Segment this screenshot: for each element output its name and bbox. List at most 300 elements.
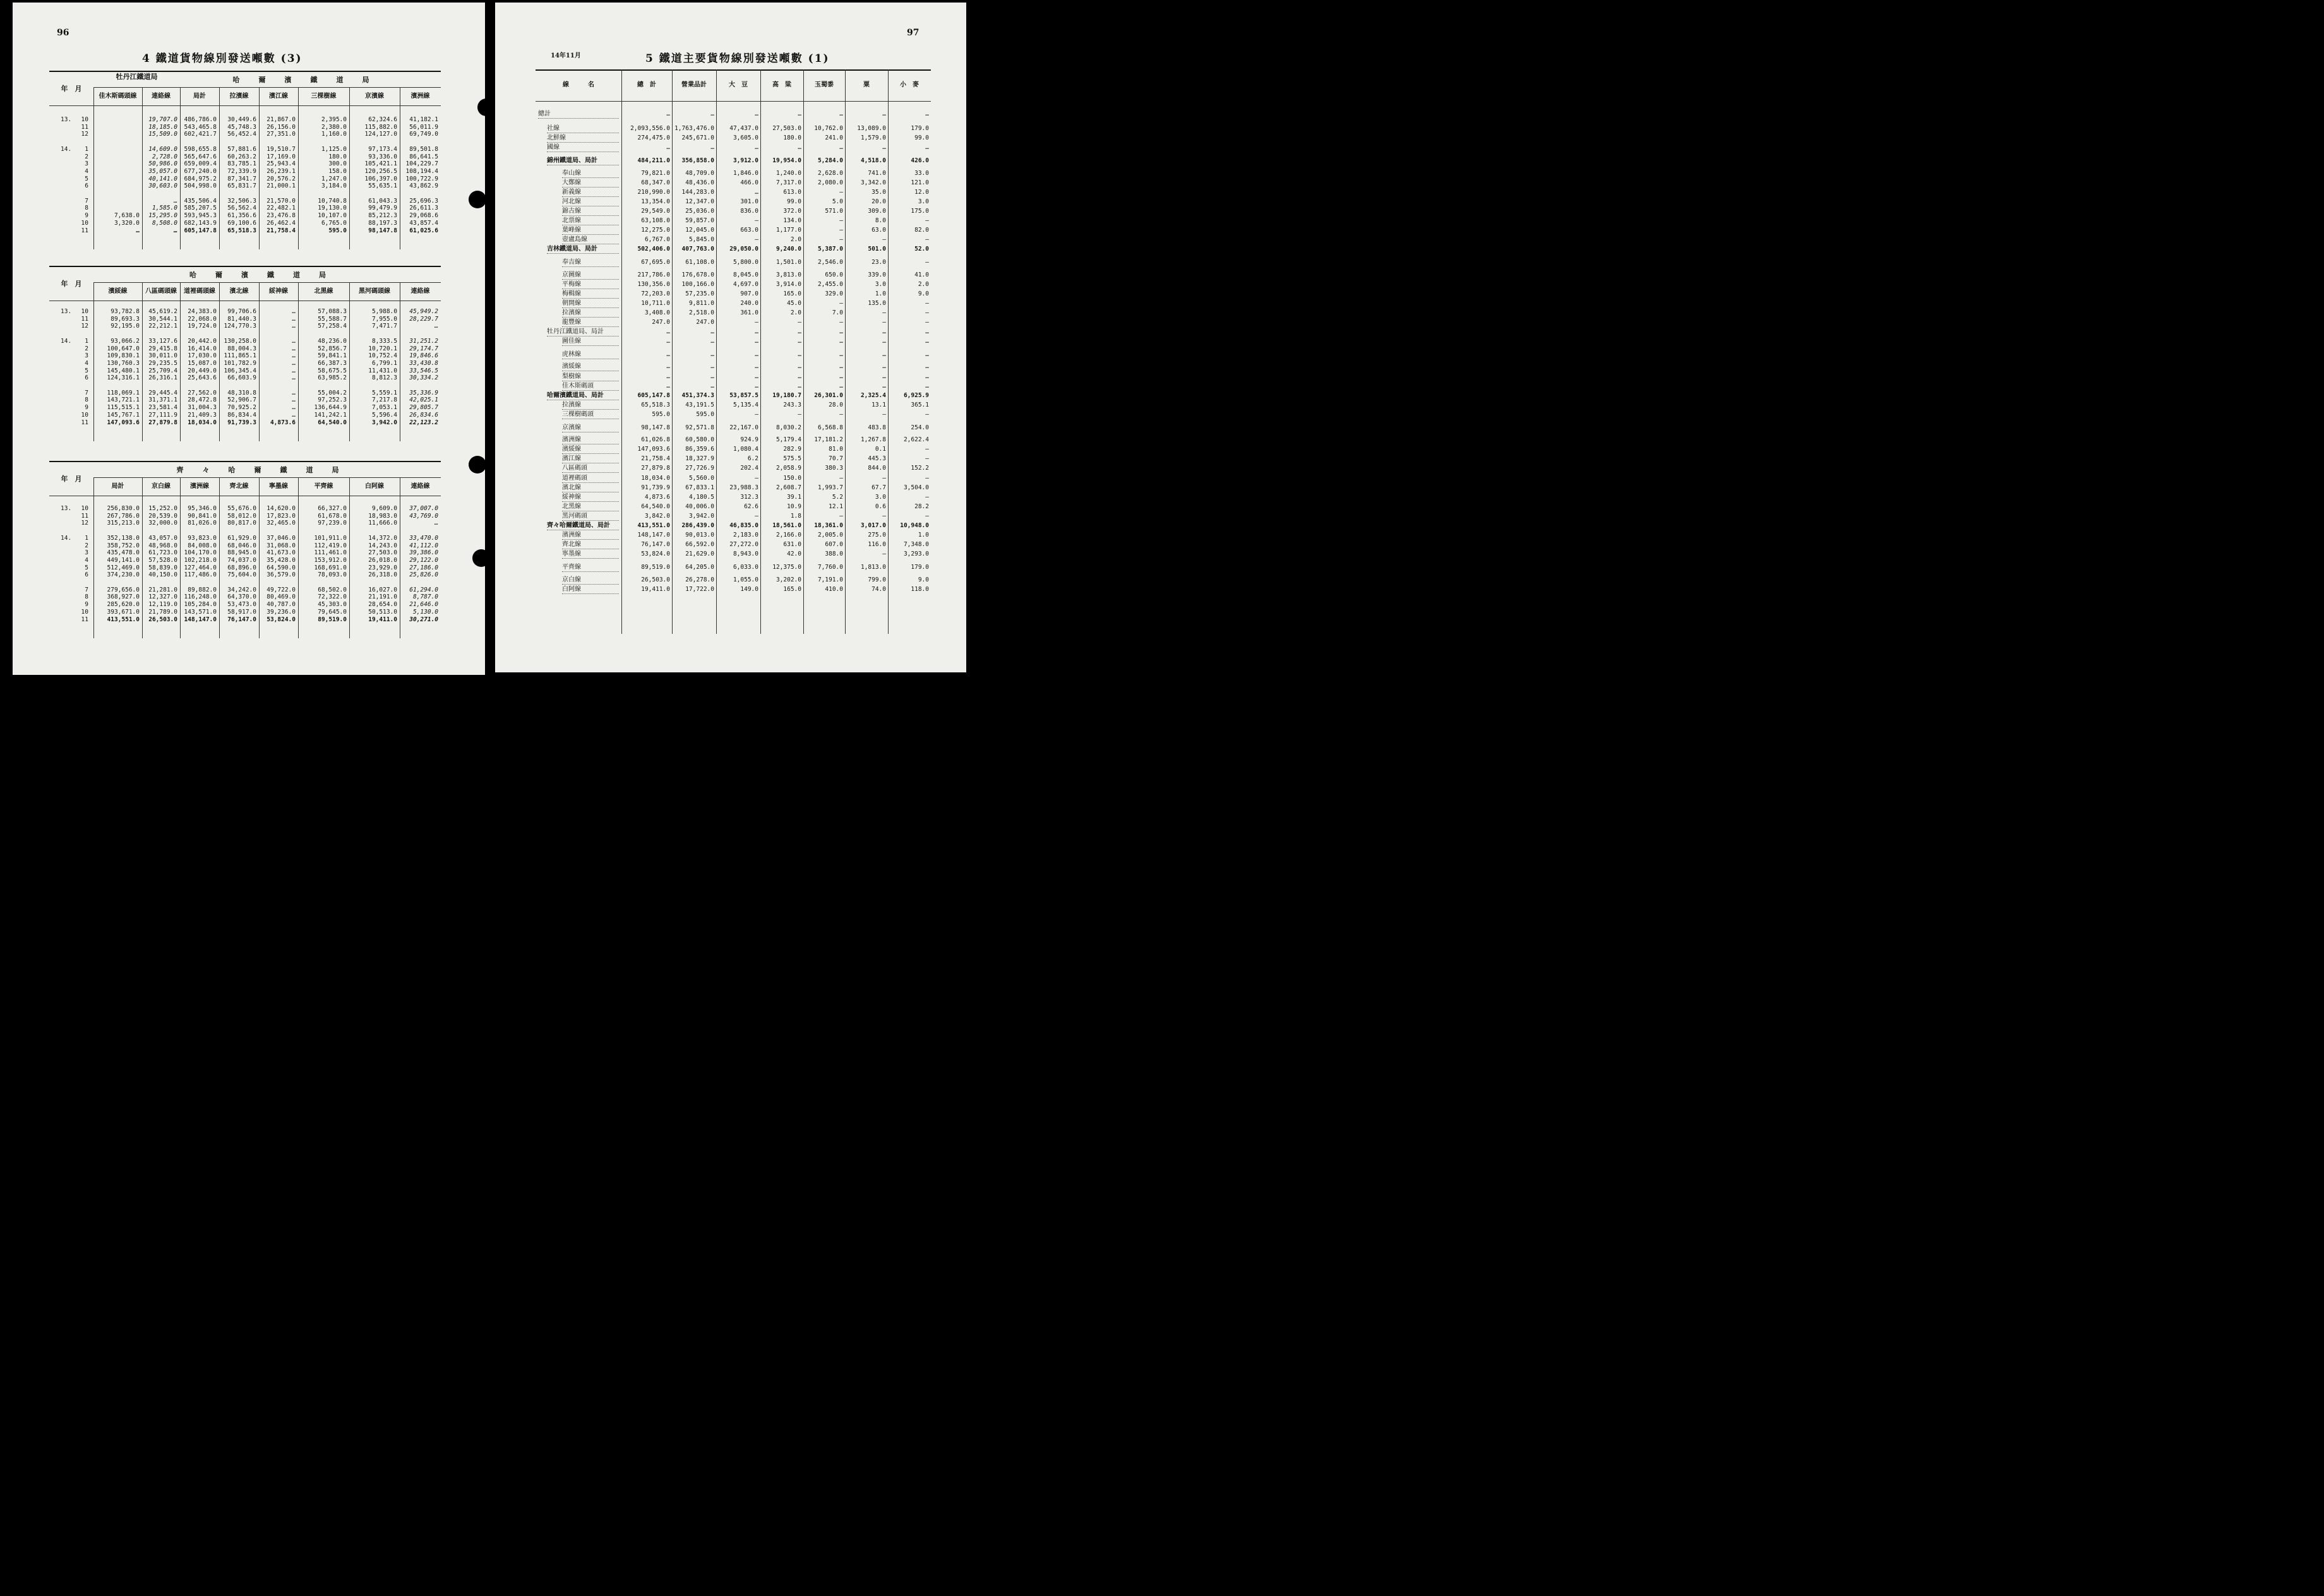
data-cell: … xyxy=(666,110,670,117)
data-cell: — xyxy=(925,299,929,307)
data-cell: 30,449.6 xyxy=(227,116,256,123)
data-cell: 1,247.0 xyxy=(321,175,347,182)
column-header: 京白線 xyxy=(152,483,171,490)
data-cell: … xyxy=(666,328,670,336)
data-cell: 28,472.8 xyxy=(188,396,217,404)
data-cell: 61,025.6 xyxy=(409,227,438,234)
data-cell: 2,395.0 xyxy=(321,116,347,123)
data-cell: 34,242.0 xyxy=(227,586,256,593)
data-cell: 22,212.1 xyxy=(148,323,177,330)
data-cell: 120,256.5 xyxy=(364,167,397,175)
data-cell: 61,108.0 xyxy=(685,259,714,266)
data-cell: 13,089.0 xyxy=(857,125,886,133)
data-cell: — xyxy=(882,319,886,326)
data-cell: 24,383.0 xyxy=(188,308,217,315)
data-cell: 21,570.0 xyxy=(267,197,296,205)
data-cell: 95,346.0 xyxy=(188,505,217,512)
data-cell: 53,824.0 xyxy=(641,551,670,558)
line-name: 京圖線 xyxy=(562,271,619,280)
data-cell: 12,045.0 xyxy=(685,227,714,234)
data-cell: 39.1 xyxy=(787,493,801,501)
data-cell: … xyxy=(710,382,714,390)
data-cell: 393,671.0 xyxy=(107,608,140,616)
data-cell: 435,478.0 xyxy=(107,549,140,557)
data-cell: 60,263.2 xyxy=(227,153,256,160)
data-cell: 3,408.0 xyxy=(644,309,670,316)
data-cell: 5,800.0 xyxy=(733,259,758,266)
data-cell: 5,135.4 xyxy=(733,401,758,408)
data-cell: 380.3 xyxy=(825,465,843,472)
data-cell: 62.6 xyxy=(744,503,758,510)
data-cell: 48,236.0 xyxy=(318,337,347,345)
data-cell: … xyxy=(292,367,296,374)
month-cell: 11 xyxy=(81,616,88,623)
data-cell: 43,057.0 xyxy=(148,534,177,542)
data-cell: 22,482.1 xyxy=(267,205,296,212)
data-cell: — xyxy=(839,474,843,482)
data-cell: 102,218.0 xyxy=(184,556,217,564)
data-cell: … xyxy=(882,382,886,390)
data-cell: 275.0 xyxy=(868,532,886,539)
data-cell: 15,295.0 xyxy=(148,212,177,220)
data-cell: 1,055.0 xyxy=(733,576,758,583)
data-cell: 57,528.0 xyxy=(148,556,177,564)
data-cell: 20,539.0 xyxy=(148,512,177,520)
data-cell: 35.0 xyxy=(872,188,886,196)
data-cell: 40,787.0 xyxy=(267,601,296,609)
data-cell: 4,180.5 xyxy=(688,493,714,501)
data-cell: 57,088.3 xyxy=(318,308,347,315)
data-cell: 483.8 xyxy=(868,424,886,431)
data-cell: 64,205.0 xyxy=(685,564,714,571)
data-cell: 605,147.8 xyxy=(184,227,217,234)
data-cell: 18,983.0 xyxy=(368,512,397,520)
line-name: 社線 xyxy=(547,124,619,133)
data-cell: 28,229.7 xyxy=(409,315,438,323)
month-cell: 10 xyxy=(81,505,88,512)
data-cell: — xyxy=(755,236,758,244)
data-cell: 907.0 xyxy=(740,290,758,297)
data-cell: 243.3 xyxy=(783,401,801,408)
data-cell: 64,370.0 xyxy=(227,593,256,601)
column-header: 連絡線 xyxy=(410,483,430,490)
data-cell: 27,272.0 xyxy=(729,541,758,549)
table-rule xyxy=(536,101,931,102)
data-cell: 99,706.6 xyxy=(227,308,256,315)
data-cell: — xyxy=(925,319,929,326)
data-cell: 65,518.3 xyxy=(641,401,670,408)
data-cell: 1,080.4 xyxy=(733,446,758,453)
data-cell: 150.0 xyxy=(783,474,801,482)
data-cell: 13.1 xyxy=(872,401,886,408)
month-cell: 7 xyxy=(85,389,88,396)
month-cell: 12 xyxy=(81,520,88,527)
month-cell: 1 xyxy=(85,337,88,345)
data-cell: 682,143.9 xyxy=(184,219,217,227)
table-title: 4 鐵道貨物線別發送噸數 (3) xyxy=(142,52,302,65)
month-cell: 4 xyxy=(85,359,88,367)
data-cell: 101,911.0 xyxy=(314,534,347,542)
data-cell: 7,955.0 xyxy=(371,315,397,323)
data-cell: 97,252.3 xyxy=(318,396,347,404)
line-name: 河北線 xyxy=(562,198,619,206)
data-cell: 176,678.0 xyxy=(681,271,714,278)
data-cell: 29,549.0 xyxy=(641,207,670,215)
month-cell: 9 xyxy=(85,404,88,412)
left-page xyxy=(13,3,485,675)
data-cell: 68,046.0 xyxy=(227,542,256,549)
data-cell: 86,359.6 xyxy=(685,446,714,453)
data-cell: 109,830.1 xyxy=(107,352,140,360)
data-cell: … xyxy=(292,352,296,360)
data-cell: 26,503.0 xyxy=(641,576,670,583)
data-cell: 595.0 xyxy=(328,227,347,234)
data-cell: … xyxy=(798,144,801,152)
month-cell: 6 xyxy=(85,182,88,190)
data-cell: 52.0 xyxy=(914,246,929,253)
data-cell: … xyxy=(710,351,714,359)
data-cell: 4,873.6 xyxy=(644,493,670,501)
column-header: 拉濱線 xyxy=(229,93,249,100)
data-cell: 7,317.0 xyxy=(776,179,801,186)
data-cell: 79,645.0 xyxy=(318,608,347,616)
month-cell: 10 xyxy=(81,219,88,227)
data-cell: … xyxy=(798,110,801,117)
data-cell: 21,629.0 xyxy=(685,551,714,558)
data-cell: 32,465.0 xyxy=(267,520,296,527)
data-cell: 3,184.0 xyxy=(321,182,347,190)
data-cell: 149.0 xyxy=(740,585,758,593)
data-cell: 6,033.0 xyxy=(733,564,758,571)
data-cell: 26,611.3 xyxy=(409,205,438,212)
data-cell: 67,833.1 xyxy=(685,484,714,491)
month-cell: 1 xyxy=(85,534,88,542)
group-header: 牡丹江鐵道局 xyxy=(116,73,158,81)
data-cell: … xyxy=(839,110,843,117)
data-cell: 60,580.0 xyxy=(685,436,714,444)
month-cell: 8 xyxy=(85,205,88,212)
data-cell: 32,000.0 xyxy=(148,520,177,527)
year-cell: 13. xyxy=(61,505,72,512)
data-cell: 68,502.0 xyxy=(318,586,347,593)
data-cell: 55,676.0 xyxy=(227,505,256,512)
data-cell: 92,195.0 xyxy=(111,323,140,330)
data-cell: 29,235.5 xyxy=(148,359,177,367)
data-cell: 104,170.0 xyxy=(184,549,217,557)
data-cell: 312.3 xyxy=(740,493,758,501)
data-cell: 10,752.4 xyxy=(368,352,397,360)
data-cell: 47,437.0 xyxy=(729,125,758,133)
data-cell: 410.0 xyxy=(825,585,843,593)
data-cell: 14,243.0 xyxy=(368,542,397,549)
data-cell: 575.5 xyxy=(783,455,801,463)
data-cell: 65,831.7 xyxy=(227,182,256,190)
data-cell: 315,213.0 xyxy=(107,520,140,527)
data-cell: 16,414.0 xyxy=(188,345,217,352)
data-cell: 8,787.0 xyxy=(412,593,438,601)
data-cell: 30,603.0 xyxy=(148,182,177,190)
data-cell: … xyxy=(925,363,929,371)
data-cell: — xyxy=(925,474,929,482)
data-cell: 22,068.0 xyxy=(188,315,217,323)
data-cell: 35,336.9 xyxy=(409,389,438,396)
data-cell: 74.0 xyxy=(872,585,886,593)
data-cell: 10,711.0 xyxy=(641,299,670,307)
data-cell: 45.0 xyxy=(787,299,801,307)
data-cell: … xyxy=(839,351,843,359)
month-cell: 2 xyxy=(85,542,88,549)
data-cell: 2,183.0 xyxy=(733,532,758,539)
table-rule xyxy=(49,266,441,267)
data-cell: 27,351.0 xyxy=(267,131,296,138)
data-cell: 66,592.0 xyxy=(685,541,714,549)
data-cell: 91,739.3 xyxy=(227,419,256,426)
line-name: 濱綏線 xyxy=(562,362,619,371)
data-cell: … xyxy=(839,338,843,345)
data-cell: 17,722.0 xyxy=(685,585,714,593)
data-cell: 445.3 xyxy=(868,455,886,463)
data-cell: 571.0 xyxy=(825,207,843,215)
data-cell: 105,421.1 xyxy=(364,160,397,168)
data-cell: 141,242.1 xyxy=(314,411,347,419)
data-cell: 89,693.3 xyxy=(111,315,140,323)
data-cell: 99.0 xyxy=(914,134,929,142)
line-name: 黑河碼頭 xyxy=(562,512,619,521)
data-cell: 40,006.0 xyxy=(685,503,714,510)
data-cell: 16,027.0 xyxy=(368,586,397,593)
data-cell: 202.4 xyxy=(740,465,758,472)
data-cell: 118,069.1 xyxy=(107,389,140,396)
data-cell: 10,720.1 xyxy=(368,345,397,352)
data-cell: 413,551.0 xyxy=(107,616,140,623)
data-cell: 1,267.8 xyxy=(860,436,886,444)
data-cell: 3.0 xyxy=(875,493,886,501)
data-cell: 1,813.0 xyxy=(860,564,886,571)
data-cell: 43,862.9 xyxy=(409,182,438,190)
column-header: 濱洲線 xyxy=(410,93,430,100)
data-cell: 19,130.0 xyxy=(318,205,347,212)
data-cell: 358,752.0 xyxy=(107,542,140,549)
column-header: 粟 xyxy=(863,81,870,88)
data-cell: 55,635.1 xyxy=(368,182,397,190)
data-cell: 595.0 xyxy=(696,410,714,418)
data-cell: 26,156.0 xyxy=(267,123,296,131)
data-cell: 3,504.0 xyxy=(903,484,929,491)
data-cell: 613.0 xyxy=(783,188,801,196)
column-header: 白阿線 xyxy=(365,483,384,490)
data-cell: … xyxy=(882,372,886,380)
data-cell: 180.0 xyxy=(328,153,347,160)
data-cell: 36,579.0 xyxy=(267,571,296,579)
data-cell: 5,845.0 xyxy=(688,236,714,244)
data-cell: … xyxy=(174,227,177,234)
year-cell: 13. xyxy=(61,116,72,123)
data-cell: — xyxy=(839,299,843,307)
data-cell: 64,540.0 xyxy=(318,419,347,426)
data-cell: 61,723.0 xyxy=(148,549,177,557)
data-cell: 93,782.8 xyxy=(111,308,140,315)
data-cell: 29,068.6 xyxy=(409,212,438,220)
data-cell: … xyxy=(882,351,886,359)
data-cell: 27,503.0 xyxy=(772,125,801,133)
month-cell: 6 xyxy=(85,571,88,579)
data-cell: 3.0 xyxy=(875,280,886,288)
data-cell: 31,004.3 xyxy=(188,404,217,412)
data-cell: 650.0 xyxy=(825,271,843,278)
data-cell: 70.7 xyxy=(829,455,843,463)
data-cell: … xyxy=(755,144,758,152)
data-cell: … xyxy=(882,110,886,117)
data-cell: … xyxy=(292,337,296,345)
data-cell: 65,518.3 xyxy=(227,227,256,234)
table-rule xyxy=(93,87,441,88)
data-cell: 14,372.0 xyxy=(368,534,397,542)
data-cell: 50,513.0 xyxy=(368,608,397,616)
line-name: 京濱線 xyxy=(562,424,619,432)
data-cell: 33,470.0 xyxy=(409,534,438,542)
table-rule xyxy=(49,71,441,72)
data-cell: 55,588.7 xyxy=(318,315,347,323)
data-cell: 3,202.0 xyxy=(776,576,801,583)
data-cell: 18,327.9 xyxy=(685,455,714,463)
data-cell: 663.0 xyxy=(740,227,758,234)
data-cell: 659,009.4 xyxy=(184,160,217,168)
data-cell: … xyxy=(925,351,929,359)
data-cell: … xyxy=(666,144,670,152)
data-cell: 61,929.0 xyxy=(227,534,256,542)
data-cell: 607.0 xyxy=(825,541,843,549)
data-cell: 18,185.0 xyxy=(148,123,177,131)
data-cell: 240.0 xyxy=(740,299,758,307)
month-cell: 8 xyxy=(85,396,88,404)
data-cell: 53,473.0 xyxy=(227,601,256,609)
data-cell: 20,449.0 xyxy=(188,367,217,374)
data-cell: 6.2 xyxy=(747,455,758,463)
data-cell: 17,030.0 xyxy=(188,352,217,360)
data-cell: — xyxy=(925,455,929,463)
data-cell: 53,857.5 xyxy=(729,391,758,399)
data-cell: 3,942.0 xyxy=(688,512,714,520)
data-cell: 2,058.9 xyxy=(776,465,801,472)
data-cell: 68,896.0 xyxy=(227,564,256,571)
data-cell: 37,046.0 xyxy=(267,534,296,542)
data-cell: 2,166.0 xyxy=(776,532,801,539)
data-cell: … xyxy=(925,328,929,336)
year-cell: 13. xyxy=(61,308,72,315)
table-rule xyxy=(93,282,441,283)
data-cell: 13,354.0 xyxy=(641,198,670,205)
data-cell: 684,975.2 xyxy=(184,175,217,182)
data-cell: 19,724.0 xyxy=(188,323,217,330)
data-cell: … xyxy=(798,328,801,336)
data-cell: 92,571.8 xyxy=(685,424,714,431)
data-cell: 25,643.6 xyxy=(188,374,217,382)
data-cell: 21,281.0 xyxy=(148,586,177,593)
data-cell: 8,508.0 xyxy=(152,219,177,227)
month-cell: 2 xyxy=(85,153,88,160)
line-name: 齊北線 xyxy=(562,540,619,549)
data-cell: 21,789.0 xyxy=(148,608,177,616)
data-cell: 21,409.3 xyxy=(188,411,217,419)
group-header: 哈爾濱鐵道局 xyxy=(189,271,345,279)
line-name: 齊々哈爾鐵道局、局計 xyxy=(547,521,619,530)
column-header: 連絡線 xyxy=(410,288,430,295)
data-cell: 19,411.0 xyxy=(368,616,397,623)
data-cell: 134.0 xyxy=(783,217,801,224)
data-cell: 66,387.3 xyxy=(318,359,347,367)
line-name: 白阿線 xyxy=(562,585,619,594)
data-cell: 309.0 xyxy=(868,207,886,215)
data-cell: 21,758.4 xyxy=(641,455,670,463)
table-rule xyxy=(49,461,441,462)
data-cell: 25,709.4 xyxy=(148,367,177,374)
data-cell: 1,579.0 xyxy=(860,134,886,142)
data-cell: 86,834.4 xyxy=(227,411,256,419)
data-cell: 18,361.0 xyxy=(814,522,843,529)
data-cell: 279,656.0 xyxy=(107,586,140,593)
data-cell: 153,912.0 xyxy=(314,556,347,564)
data-cell: 26,462.4 xyxy=(267,219,296,227)
line-name: 拉濱線 xyxy=(562,401,619,410)
data-cell: 5,387.0 xyxy=(817,246,843,253)
binding-hole xyxy=(477,98,495,116)
data-cell: 135.0 xyxy=(868,299,886,307)
data-cell: 33,127.6 xyxy=(148,337,177,345)
data-cell: 118.0 xyxy=(911,585,929,593)
data-cell: 605,147.8 xyxy=(637,391,670,399)
data-cell: 99,479.9 xyxy=(368,205,397,212)
month-cell: 5 xyxy=(85,175,88,182)
column-header: 齊北線 xyxy=(229,483,249,490)
data-cell: 5,560.0 xyxy=(688,474,714,482)
data-cell: … xyxy=(710,144,714,152)
data-cell: 45,949.2 xyxy=(409,308,438,315)
line-name: 哈爾濱鐵道局、局計 xyxy=(547,391,619,400)
data-cell: 593,945.3 xyxy=(184,212,217,220)
data-cell: 372.0 xyxy=(783,207,801,215)
data-cell: 21,758.4 xyxy=(267,227,296,234)
data-cell: 28.2 xyxy=(914,503,929,510)
data-cell: — xyxy=(755,410,758,418)
data-cell: 179.0 xyxy=(911,564,929,571)
month-cell: 1 xyxy=(85,145,88,153)
month-cell: 7 xyxy=(85,586,88,593)
data-cell: … xyxy=(710,328,714,336)
line-name: 京白線 xyxy=(562,576,619,585)
data-cell: — xyxy=(798,410,801,418)
data-cell: 39,236.0 xyxy=(267,608,296,616)
data-cell: 27,503.0 xyxy=(368,549,397,557)
data-cell: … xyxy=(925,110,929,117)
data-cell: 55,004.2 xyxy=(318,389,347,396)
data-cell: 61,356.6 xyxy=(227,212,256,220)
data-cell: 1,160.0 xyxy=(321,131,347,138)
data-cell: 2,546.0 xyxy=(817,259,843,266)
data-cell: — xyxy=(882,551,886,558)
column-header: 總 計 xyxy=(637,81,656,88)
data-cell: … xyxy=(798,382,801,390)
data-cell: — xyxy=(755,319,758,326)
data-cell: 93,336.0 xyxy=(368,153,397,160)
data-cell: 41,182.1 xyxy=(409,116,438,123)
data-cell: 31,068.0 xyxy=(267,542,296,549)
data-cell: 17,823.0 xyxy=(267,512,296,520)
data-cell: 130,258.0 xyxy=(224,337,256,345)
data-cell: 37,007.0 xyxy=(409,505,438,512)
data-cell: 93,823.0 xyxy=(188,534,217,542)
data-cell: 23,929.0 xyxy=(368,564,397,571)
data-cell: 59,841.1 xyxy=(318,352,347,360)
